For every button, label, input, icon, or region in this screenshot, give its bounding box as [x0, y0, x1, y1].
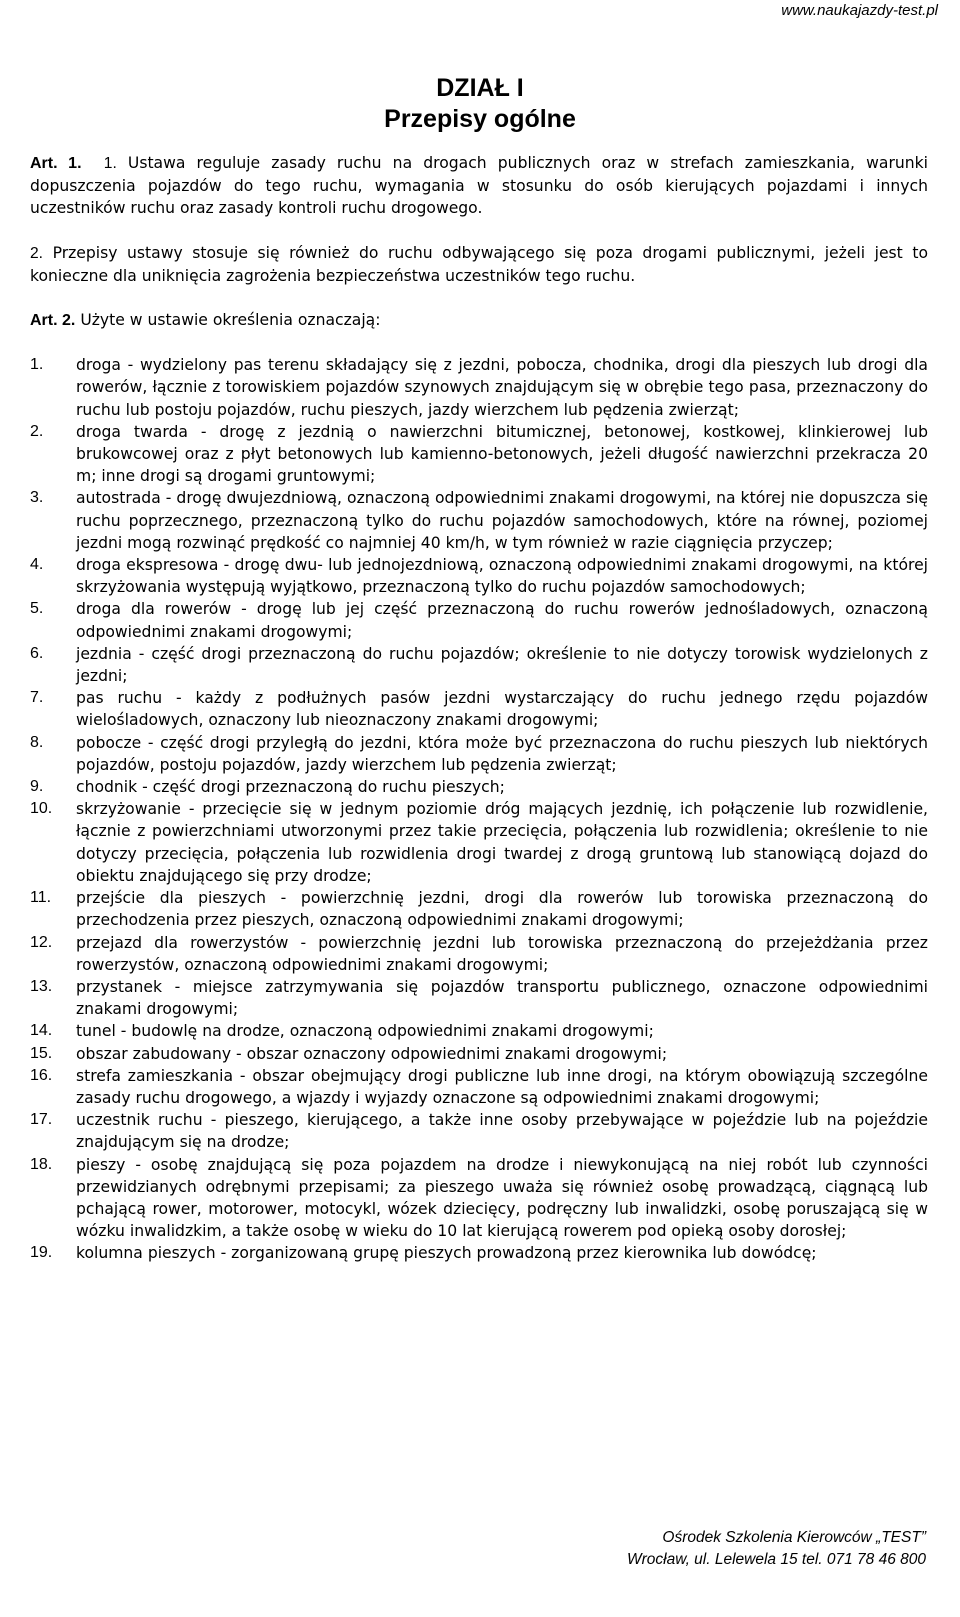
art2-label: Art. 2. [30, 312, 76, 330]
item-number: 9. [30, 778, 44, 796]
definitions-list [30, 354, 928, 1264]
item-number: 14. [30, 1022, 53, 1040]
item-text: jezdnia - część drogi przeznaczoną do ruchu pojazdów; określenie to nie dotyczy torowisk wydzielonych z jezdni; [76, 644, 928, 686]
list-item [30, 732, 928, 776]
list-item [30, 354, 928, 421]
list-item [30, 798, 928, 887]
footer-address: Wrocław, ul. Lelewela 15 tel. 071 78 46 800 [627, 1551, 926, 1568]
item-number: 15. [30, 1044, 53, 1062]
art1-par2-text: Przepisy ustawy stosuje się również do ruchu odbywającego się poza drogami publicznymi, jeżeli jest to konieczne dla uniknięcia zagrożenia bezpieczeństwa uczestników tego ruchu. [30, 243, 928, 285]
item-number: 5. [30, 600, 44, 618]
list-item [30, 643, 928, 687]
item-text: kolumna pieszych - zorganizowaną grupę pieszych prowadzoną przez kierownika lub dowódcę; [76, 1244, 817, 1263]
item-text: uczestnik ruchu - pieszego, kierującego, a także inne osoby przebywające w pojeździe lub na pojeździe znajdującym się na drodze; [76, 1111, 928, 1152]
item-text: droga twarda - drogę z jezdnią o nawierzchni bitumicznej, betonowej, kostkowej, klinkierowej lub brukowcowej oraz z płyt betonowych lub kamienno-betonowych, jeżeli długość nawierzchni przekracza 20 m; inne drogi są drogami gruntowymi; [76, 422, 928, 486]
item-number: 4. [30, 556, 44, 574]
page-title [0, 73, 960, 135]
item-number: 19. [30, 1244, 53, 1262]
list-item [30, 421, 928, 488]
item-text: droga ekspresowa - drogę dwu- lub jednojezdniową, oznaczoną odpowiednimi znakami drogowymi, na której skrzyżowania występują wyjątkowo, przeznaczoną tylko do ruchu pojazdów samochodowych; [76, 556, 928, 597]
section-title: DZIAŁ I [436, 74, 524, 102]
list-item [30, 1109, 928, 1153]
list-item [30, 1065, 928, 1109]
item-text: autostrada - drogę dwujezdniową, oznaczoną odpowiednimi znakami drogowymi, na której nie dopuszcza się ruchu poprzecznego, przeznaczoną tylko do ruchu pojazdów samochodowych, które na równej, poziomej jezdni mogą rozwinąć prędkość co najmniej 40 km/h, w tym również w razie ciągnięcia przyczep; [76, 489, 928, 552]
item-text: przystanek - miejsce zatrzymywania się pojazdów transportu publicznego, oznaczone odpowiednimi znakami drogowymi; [76, 977, 928, 1019]
art1-par1 [30, 152, 928, 220]
item-number: 12. [30, 933, 53, 951]
item-text: chodnik - część drogi przeznaczoną do ruchu pieszych; [76, 778, 505, 797]
list-item [30, 976, 928, 1020]
item-text: pieszy - osobę znajdującą się poza pojazdem na drodze i niewykonującą na niej robót lub czynności przewidzianych odrębnymi przepisami; za pieszego uważa się również osobę prowadzącą, ciągnącą lub pchającą rower, motorower, motocykl, wózek dziecięcy, podręczny lub inwalidzki, osobę poruszającą się w wózku inwalidzkim, a także osobę w wieku do 10 lat kierującą rowerem pod opieką osoby dorosłej; [76, 1155, 928, 1241]
list-item [30, 932, 928, 976]
list-item [30, 1154, 928, 1243]
item-number: 6. [30, 644, 44, 662]
item-number: 13. [30, 977, 53, 995]
item-number: 16. [30, 1066, 53, 1084]
item-text: droga - wydzielony pas terenu składający się z jezdni, pobocza, chodnika, drogi dla pieszych lub drogi dla rowerów, łącznie z torowiskiem pojazdów szynowych znajdującym się w obrębie tego pasa, przeznaczony do ruchu lub postoju pojazdów, ruchu pieszych, jazdy wierzchem lub pędzenia zwierząt; [76, 356, 928, 419]
item-text: pas ruchu - każdy z podłużnych pasów jezdni wystarczający do ruchu jednego rzędu pojazdów wielośladowych, oznaczony lub nieoznaczony znakami drogowymi; [76, 689, 928, 730]
item-text: przejazd dla rowerzystów - powierzchnię jezdni lub torowiska przeznaczoną do przejeżdżania przez rowerzystów, oznaczoną odpowiednimi znakami drogowymi; [76, 933, 928, 974]
item-number: 2. [30, 422, 44, 440]
art2-intro-text: Użyte w ustawie określenia oznaczają: [80, 311, 381, 330]
section-subtitle: Przepisy ogólne [384, 105, 576, 133]
art2-intro [30, 309, 928, 332]
art1-par2-num: 2. [30, 244, 44, 262]
page-footer [627, 1527, 926, 1571]
item-number: 8. [30, 733, 44, 751]
list-item [30, 687, 928, 731]
list-item [30, 487, 928, 554]
item-text: obszar zabudowany - obszar oznaczony odpowiednimi znakami drogowymi; [76, 1044, 668, 1063]
list-item [30, 554, 928, 598]
art1-par1-num: 1. [103, 155, 117, 172]
site-url: www.naukajazdy-test.pl [781, 2, 938, 19]
item-number: 11. [30, 889, 52, 907]
item-number: 18. [30, 1155, 53, 1173]
art1-label: Art. 1. [30, 155, 82, 172]
art1-par2 [30, 242, 928, 287]
item-number: 7. [30, 689, 44, 707]
item-number: 17. [30, 1111, 53, 1129]
list-item [30, 887, 928, 931]
item-text: skrzyżowanie - przecięcie się w jednym poziomie dróg mających jezdnię, ich połączenie lub rozwidlenie, łącznie z powierzchniami utworzonymi przez takie przecięcia, połączenia lub rozwidlenia; określenie to nie dotyczy przecięcia, połączenia lub rozwidlenia drogi twardej z drogą gruntową lub stanowiącą dojazd do obiektu znajdującego się przy drodze; [76, 800, 928, 885]
list-item [30, 598, 928, 642]
item-number: 10. [30, 800, 53, 818]
item-text: strefa zamieszkania - obszar obejmujący drogi publiczne lub inne drogi, na którym obowiązują szczególne zasady ruchu drogowego, a wjazdy i wyjazdy oznaczone są odpowiednimi znakami drogowymi; [76, 1066, 928, 1107]
list-item [30, 1242, 928, 1264]
item-text: tunel - budowlę na drodze, oznaczoną odpowiednimi znakami drogowymi; [76, 1022, 654, 1041]
item-number: 1. [30, 356, 44, 374]
item-text: droga dla rowerów - drogę lub jej część przeznaczoną do ruchu rowerów jednośladowych, oznaczoną odpowiednimi znakami drogowymi; [76, 600, 928, 641]
item-text: pobocze - część drogi przyległą do jezdni, która może być przeznaczona do ruchu pieszych lub niektórych pojazdów, postoju pojazdów, jazdy wierzchem lub pędzenia zwierząt; [76, 733, 928, 774]
document-body [30, 152, 928, 1265]
list-item [30, 776, 928, 798]
item-number: 3. [30, 489, 44, 507]
item-text: przejście dla pieszych - powierzchnię jezdni, drogi dla rowerów lub torowiska przeznaczoną do przechodzenia przez pieszych, oznaczoną odpowiednimi znakami drogowymi; [76, 889, 928, 930]
footer-school-name: Ośrodek Szkolenia Kierowców „TEST” [662, 1529, 926, 1546]
list-item [30, 1020, 928, 1042]
art1-par1-text: Ustawa reguluje zasady ruchu na drogach publicznych oraz w strefach zamieszkania, warunki dopuszczenia pojazdów do tego ruchu, wymagania w stosunku do osób kierujących pojazdami i innych uczestników ruchu oraz zasady kontroli ruchu drogowego. [30, 154, 928, 218]
list-item [30, 1043, 928, 1065]
